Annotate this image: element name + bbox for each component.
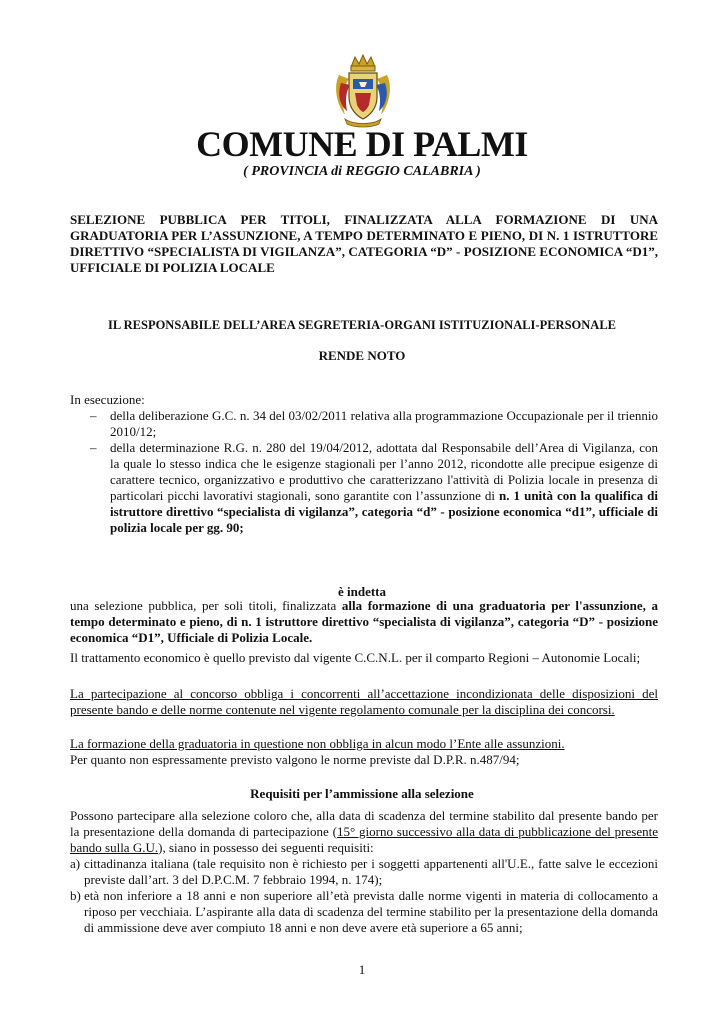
municipal-coat-of-arms-icon [331, 53, 395, 129]
dash-bullet: – [90, 440, 97, 455]
trattamento-paragraph: Il trattamento economico è quello previsto dal vigente C.C.N.L. per il comparto Regioni – Autonomie Locali; [70, 650, 641, 665]
responsible-heading: IL RESPONSABILE DELL’AREA SEGRETERIA-ORGANI ISTITUZIONALI-PERSONALE [107, 318, 616, 332]
execution-list [70, 408, 658, 536]
list-item [70, 888, 658, 936]
list-item [70, 408, 658, 440]
selection-title: SELEZIONE PUBBLICA PER TITOLI, FINALIZZATA ALLA FORMAZIONE DI UNA GRADUATORIA PER L’ASSUNZIONE, A TEMPO DETERMINATO E PIENO, DI N. 1 ISTRUTTORE DIRETTIVO “SPECIALISTA DI VIGILANZA”, CATEGORIA “D” - POSIZIONE ECONOMICA “D1”, UFFICIALE DI POLIZIA LOCALE [70, 212, 658, 275]
requisiti-list [70, 856, 658, 936]
page-title: COMUNE DI PALMI [196, 124, 528, 164]
list-item [70, 856, 658, 888]
rende-noto-heading: RENDE NOTO [318, 348, 406, 363]
requisiti-intro [70, 808, 658, 856]
list-item [70, 440, 658, 536]
partecipazione-paragraph: La partecipazione al concorso obbliga i concorrenti all’accettazione incondizionata delle disposizioni del presente bando e delle norme contenute nel vigente regolamento comunale per la disciplina dei concorsi. [70, 686, 658, 717]
dash-bullet: – [90, 408, 97, 423]
requisiti-intro-end: ), siano in possesso dei seguenti requisiti: [158, 840, 374, 855]
item-label: a) [70, 856, 81, 871]
bullet-bold-text: n. 1 unità con la qualifica di istruttore direttivo “specialista di vigilanza”, categoria “d” - posizione economica “d1”, ufficiale di polizia locale per gg. 90; [110, 488, 658, 535]
item-text: età non inferiore a 18 anni e non superiore all’età prevista dalle norme vigenti in materia di collocamento a riposo per vecchiaia. L’aspirante alla data di scadenza del termine stabilito per la presentazione della domanda di ammissione deve aver compiuto 18 anni e non deve avere età superiore a 65 anni; [84, 888, 658, 935]
item-text: cittadinanza italiana (tale requisito non è richiesto per i soggetti appartenenti all'U.E., fatte salve le eccezioni previste dall’art. 3 del D.P.C.M. 7 febbraio 1994, n. 174); [84, 856, 658, 887]
indetta-heading: è indetta [337, 584, 387, 599]
bullet-text: della deliberazione G.C. n. 34 del 03/02/2011 relativa alla programmazione Occupazionale per il triennio 2010/12; [110, 408, 658, 439]
requisiti-heading: Requisiti per l’ammissione alla selezione [250, 786, 474, 801]
indetta-bold-text: alla formazione di una graduatoria per l'assunzione, a tempo determinato e pieno, di n. 1 istruttore direttivo “specialista di vigilanza”, categoria “D” - posizione economica “D1”, Ufficiale di Polizia Locale. [70, 598, 658, 645]
page-subtitle: ( PROVINCIA di REGGIO CALABRIA ) [243, 164, 481, 179]
rinvio-paragraph: Per quanto non espressamente previsto valgono le norme previste dal D.P.R. n.487/94; [70, 752, 520, 767]
indetta-paragraph [70, 598, 658, 646]
page-number: 1 [358, 962, 366, 977]
indetta-text: una selezione pubblica, per soli titoli, finalizzata [70, 598, 342, 613]
item-label: b) [70, 888, 81, 903]
bullet-text: della determinazione R.G. n. 280 del 19/04/2012, adottata dal Responsabile dell’Area di Vigilanza, con la quale lo stesso indica che le esigenze stagionali per l’anno 2012, ricondotte alle precipue esigenze di carattere tecnico, organizzativo e produttivo che caratterizzano l'attività di Polizia locale in presenza di particolari picchi lavorativi stagionali, sono garantite con l’assunzione di [110, 440, 658, 503]
requisiti-deadline: 15° giorno successivo alla data di pubblicazione del presente bando sulla G.U. [70, 824, 658, 855]
formazione-paragraph: La formazione della graduatoria in questione non obbliga in alcun modo l’Ente alle assunzioni. [70, 736, 565, 751]
requisiti-intro-text: Possono partecipare alla selezione coloro che, alla data di scadenza del termine stabilito dal presente bando per la presentazione della domanda di partecipazione ( [70, 808, 658, 839]
intro-text: In esecuzione: [70, 392, 145, 407]
